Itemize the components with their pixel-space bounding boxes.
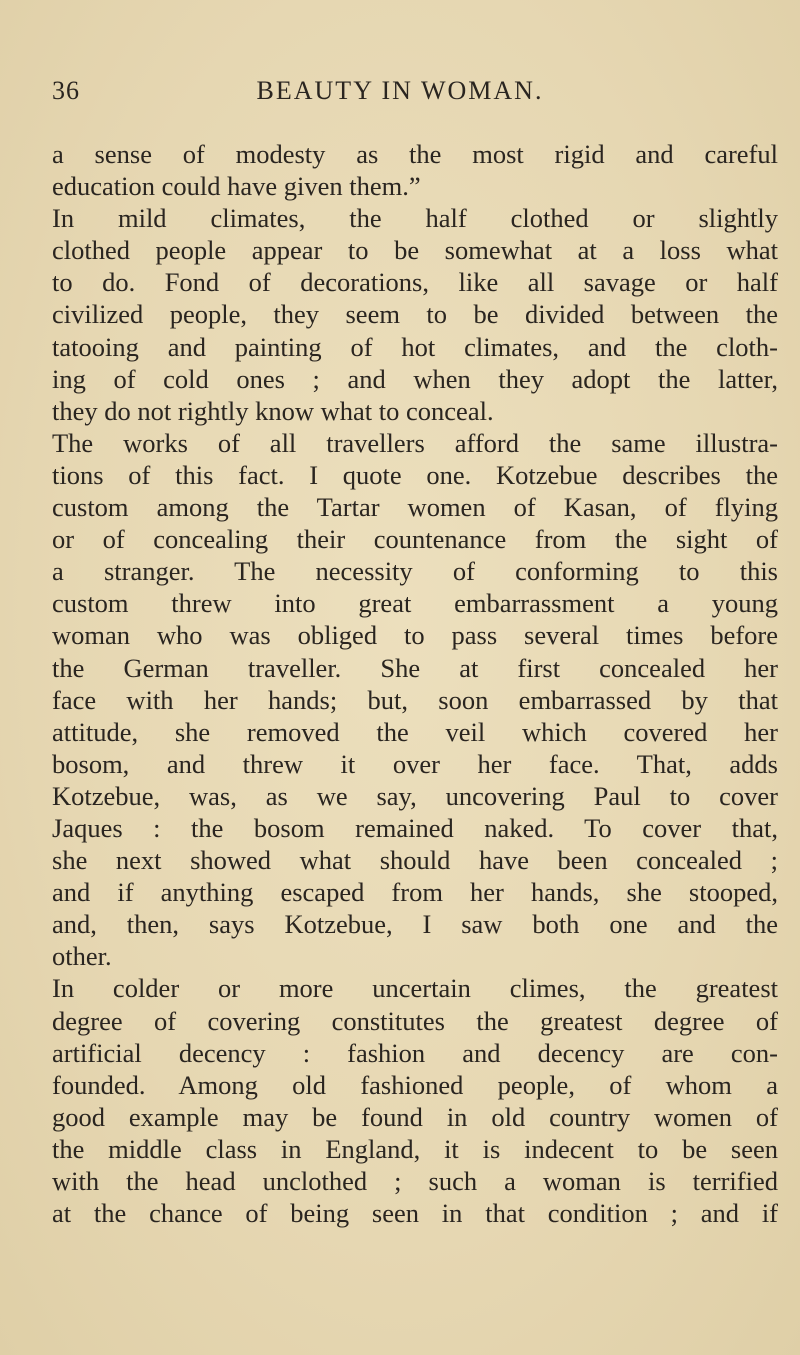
text-line: custom threw into great embarrassment a young: [52, 588, 778, 619]
text-line: founded. Among old fashioned people, of whom a: [52, 1069, 778, 1100]
text-line: tatooing and painting of hot climates, and the cloth-: [52, 331, 778, 362]
text-line: at the chance of being seen in that condition ; and if: [52, 1198, 778, 1229]
text-line: attitude, she removed the veil which covered her: [52, 716, 778, 747]
text-line: education could have given them.”: [52, 171, 421, 202]
running-title: BEAUTY IN WOMAN.: [256, 76, 544, 105]
text-line: tions of this fact. I quote one. Kotzebue describes the: [52, 459, 778, 490]
text-line: civilized people, they seem to be divided between the: [52, 299, 778, 330]
text-line: other.: [52, 941, 112, 972]
text-line: and, then, says Kotzebue, I saw both one and the: [52, 909, 778, 940]
text-line: a stranger. The necessity of conforming to this: [52, 556, 778, 587]
text-line: In colder or more uncertain climes, the greatest: [52, 973, 778, 1004]
body-text: [52, 138, 778, 1229]
text-line: to do. Fond of decorations, like all savage or half: [52, 267, 778, 298]
text-line: a sense of modesty as the most rigid and careful: [52, 139, 778, 169]
text-line: The works of all travellers afford the same illustra-: [52, 427, 778, 458]
text-line: degree of covering constitutes the greatest degree of: [52, 1005, 778, 1036]
text-line: she next showed what should have been concealed ;: [52, 845, 778, 876]
text-line: ing of cold ones ; and when they adopt the latter,: [52, 363, 778, 394]
text-line: the middle class in England, it is indecent to be seen: [52, 1133, 778, 1164]
text-line: with the head unclothed ; such a woman is terrified: [52, 1166, 778, 1196]
page-number: 36: [52, 76, 80, 105]
text-line: or of concealing their countenance from the sight of: [52, 524, 778, 555]
text-line: good example may be found in old country women of: [52, 1101, 778, 1132]
text-line: clothed people appear to be somewhat at a loss what: [52, 235, 778, 266]
text-line: woman who was obliged to pass several times before: [52, 620, 778, 651]
text-line: they do not rightly know what to conceal.: [52, 395, 494, 426]
text-line: and if anything escaped from her hands, she stooped,: [52, 877, 778, 908]
running-head: [0, 76, 800, 116]
text-line: In mild climates, the half clothed or slightly: [52, 203, 778, 234]
text-line: the German traveller. She at first concealed her: [52, 652, 778, 683]
text-line: face with her hands; but, soon embarrassed by that: [52, 684, 778, 715]
text-line: Jaques : the bosom remained naked. To cover that,: [52, 812, 778, 843]
text-line: custom among the Tartar women of Kasan, of flying: [52, 492, 778, 523]
text-line: artificial decency : fashion and decency are con-: [52, 1037, 778, 1068]
text-line: bosom, and threw it over her face. That, adds: [52, 748, 778, 779]
text-line: Kotzebue, was, as we say, uncovering Paul to cover: [52, 780, 778, 811]
